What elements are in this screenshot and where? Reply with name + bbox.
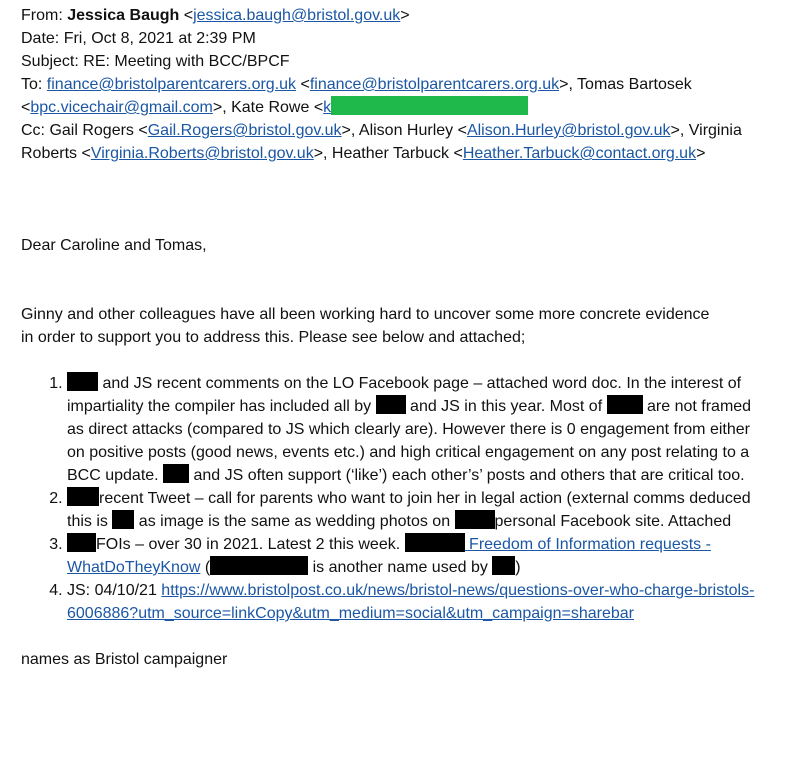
item-text: JS: 04/10/21 — [67, 582, 162, 599]
to-email-link-kate[interactable]: k — [323, 99, 332, 116]
cc-email-link-alison[interactable]: Alison.Hurley@bristol.gov.uk — [466, 122, 671, 139]
item-text: and JS recent comments on the LO Facebook page – attached word doc. In the interest of impartiality the compiler has included all by — [67, 375, 742, 415]
cc-line: Cc: Gail Rogers <Gail.Rogers@bristol.gov.uk>, Alison Hurley <Alison.Hurley@bristol.gov.uk>, Virginia Roberts <Virginia.Roberts@bristol.gov.uk>, Heather Tarbuck <Heather.Tarbuck@contact.org.uk> — [21, 122, 742, 162]
date-line: Date: Fri, Oct 8, 2021 at 2:39 PM — [21, 30, 256, 47]
to-name-kate: Kate Rowe — [231, 99, 310, 116]
redaction-box — [163, 464, 189, 483]
item-text: is another name used by — [308, 559, 493, 576]
list-item — [67, 533, 757, 579]
to-email-link-tomas[interactable]: bpc.vicechair@gmail.com — [30, 99, 213, 116]
redaction-box — [112, 510, 134, 529]
to-email-link-2[interactable]: finance@bristolparentcarers.org.uk — [309, 76, 560, 93]
list-item — [67, 372, 757, 487]
intro-paragraph: Ginny and other colleagues have all been working hard to uncover some more concrete evidence in order to support you to address this. Please see below and attached; — [21, 306, 710, 346]
email-header — [21, 4, 770, 165]
greeting: Dear Caroline and Tomas, — [21, 237, 207, 254]
cc-name-alison: Alison Hurley — [358, 122, 454, 139]
to-email-link-1[interactable]: finance@bristolparentcarers.org.uk — [46, 76, 297, 93]
redaction-box — [405, 533, 465, 552]
item-text: personal Facebook site. Attached — [494, 513, 732, 530]
redaction-box — [607, 395, 643, 414]
item-text: recent Tweet – call for parents who want to join her in legal action (external comms deduced this is — [67, 490, 751, 530]
redaction-box — [67, 533, 96, 552]
closing-line: names as Bristol campaigner — [21, 651, 228, 668]
cc-email-link-virginia[interactable]: Virginia.Roberts@bristol.gov.uk — [90, 145, 314, 162]
from-line: From: Jessica Baugh <jessica.baugh@bristol.gov.uk> — [21, 7, 410, 24]
cc-label: Cc: — [21, 122, 45, 139]
item-text: FOIs – over 30 in 2021. Latest 2 this week. — [96, 536, 405, 553]
list-item — [67, 487, 757, 533]
item-text: ) — [515, 559, 521, 576]
evidence-list — [21, 372, 757, 625]
to-line: To: finance@bristolparentcarers.org.uk <finance@bristolparentcarers.org.uk>, Tomas Bartosek <bpc.vicechair@gmail.com>, Kate Rowe <k — [21, 76, 692, 116]
to-label: To: — [21, 76, 43, 93]
bristol-post-link[interactable]: https://www.bristolpost.co.uk/news/bristol-news/questions-over-who-charge-bristols-6006886?utm_source=linkCopy&utm_medium=social&utm_campaign=sharebar — [67, 582, 755, 622]
to-name-tomas: Tomas Bartosek — [577, 76, 692, 93]
item-text: and JS often support (‘like’) each other’s’ posts and others that are critical too. — [189, 467, 745, 484]
redaction-box — [67, 487, 99, 506]
item-text: and JS in this year. Most of — [405, 398, 607, 415]
redaction-box — [376, 395, 406, 414]
from-name: Jessica Baugh — [67, 7, 180, 24]
cc-name-heather: Heather Tarbuck — [331, 145, 450, 162]
cc-email-link-heather[interactable]: Heather.Tarbuck@contact.org.uk — [462, 145, 697, 162]
redaction-box — [455, 510, 495, 529]
subject-line: Subject: RE: Meeting with BCC/BPCF — [21, 53, 290, 70]
item-text: ( — [200, 559, 211, 576]
redaction-green-box — [331, 96, 528, 115]
item-text: as image is the same as wedding photos on — [134, 513, 455, 530]
from-label: From: — [21, 7, 63, 24]
list-item — [67, 579, 757, 625]
cc-email-link-gail[interactable]: Gail.Rogers@bristol.gov.uk — [147, 122, 342, 139]
redaction-box — [67, 372, 98, 391]
from-email-link[interactable]: jessica.baugh@bristol.gov.uk — [193, 7, 401, 24]
redaction-box — [492, 556, 515, 575]
foi-link[interactable]: Freedom of Information requests - WhatDoTheyKnow — [67, 536, 711, 576]
item-text: are not framed as direct attacks (compared to JS which clearly are). However there is 0 engagement from either on positive posts (good news, events etc.) and high critical engagement on any post relating to a BCC update. — [67, 398, 752, 484]
cc-name-virginia: Virginia Roberts — [21, 122, 742, 162]
redaction-box — [210, 556, 308, 575]
cc-name-gail: Gail Rogers — [49, 122, 134, 139]
